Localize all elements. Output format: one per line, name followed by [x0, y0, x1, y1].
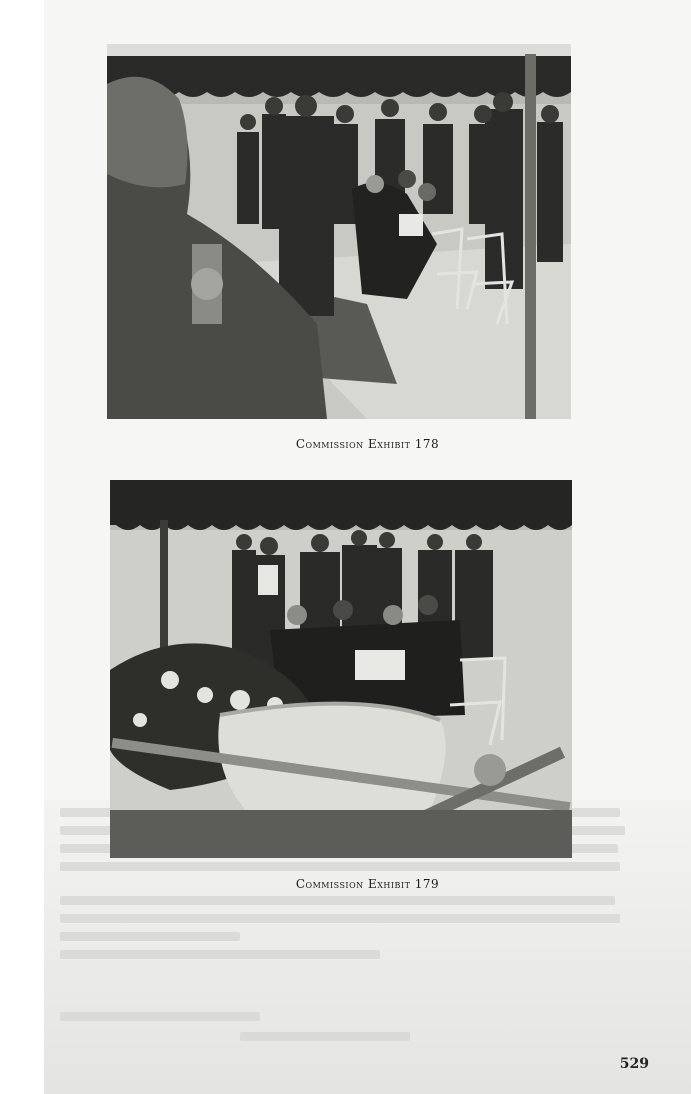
show-through-line: [60, 1012, 260, 1021]
show-through-line: [60, 896, 615, 905]
left-margin: [0, 0, 44, 1094]
figure-caption: Commission Exhibit 178: [295, 437, 440, 451]
show-through-line: [240, 1032, 410, 1041]
page-number: 529: [619, 1056, 649, 1072]
show-through-line: [60, 862, 620, 871]
show-through-line: [60, 950, 380, 959]
figure-caption: Commission Exhibit 179: [295, 877, 440, 891]
show-through-line: [60, 914, 620, 923]
photograph-exhibit-179: [110, 480, 572, 858]
show-through-line: [60, 932, 240, 941]
photograph-exhibit-178: [107, 44, 571, 419]
